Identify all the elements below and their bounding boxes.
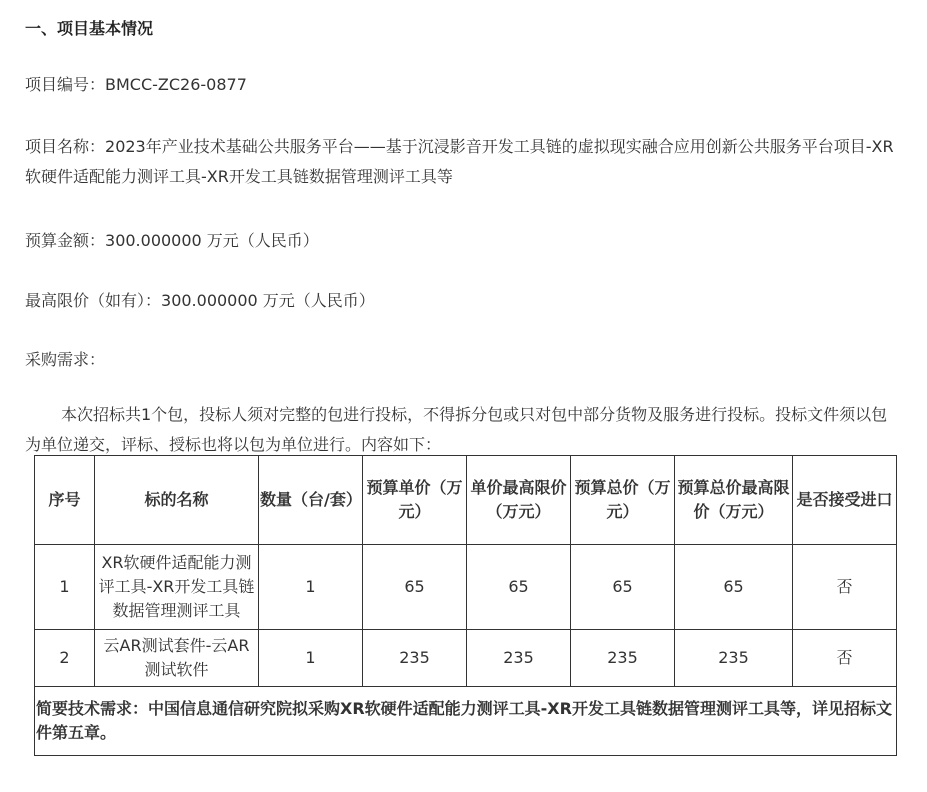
header-cell: 序号 [35, 456, 95, 545]
table-cell: 235 [363, 630, 467, 687]
table-cell: 云AR测试套件-云AR测试软件 [95, 630, 259, 687]
project-number-label: 项目编号： [25, 75, 106, 94]
table-cell: 1 [259, 545, 363, 630]
table-cell: 235 [675, 630, 793, 687]
table-summary-row [35, 687, 897, 756]
header-cell: 是否接受进口 [793, 456, 897, 545]
table-header-row [35, 456, 897, 545]
table-cell: 65 [363, 545, 467, 630]
table-cell: 65 [571, 545, 675, 630]
header-cell: 单价最高限价（万元） [467, 456, 571, 545]
table-cell: XR软硬件适配能力测评工具-XR开发工具链数据管理测评工具 [95, 545, 259, 630]
procurement-table [34, 455, 897, 756]
table-row [35, 630, 897, 687]
header-cell: 预算单价（万元） [363, 456, 467, 545]
table-row [35, 545, 897, 630]
budget-line [25, 226, 319, 256]
table-cell: 否 [793, 630, 897, 687]
header-cell: 数量（台/套） [259, 456, 363, 545]
project-number-line [25, 70, 247, 100]
project-name-line [25, 132, 905, 192]
table-cell: 1 [259, 630, 363, 687]
technical-summary: 简要技术需求：中国信息通信研究院拟采购XR软硬件适配能力测评工具-XR开发工具链数据管理测评工具等，详见招标文件第五章。 [35, 687, 897, 756]
table-cell: 否 [793, 545, 897, 630]
project-number-value: BMCC-ZC26-0877 [105, 75, 247, 94]
max-price-label: 最高限价（如有）： [25, 291, 162, 310]
max-price-line [25, 286, 375, 316]
table-cell: 65 [675, 545, 793, 630]
procurement-label: 采购需求： [25, 350, 106, 369]
budget-label: 预算金额： [25, 231, 106, 250]
header-cell: 标的名称 [95, 456, 259, 545]
header-cell: 预算总价最高限价（万元） [675, 456, 793, 545]
table-cell: 2 [35, 630, 95, 687]
budget-value: 300.000000 万元（人民币） [105, 231, 319, 250]
procurement-description: 本次招标共1个包，投标人须对完整的包进行投标，不得拆分包或只对包中部分货物及服务进行投标。投标文件须以包为单位递交，评标、授标也将以包为单位进行。内容如下： [25, 405, 888, 454]
section-heading: 一、项目基本情况 [25, 19, 154, 38]
project-name-label: 项目名称： [25, 137, 106, 156]
project-name-value: 2023年产业技术基础公共服务平台——基于沉浸影音开发工具链的虚拟现实融合应用创新公共服务平台项目-XR软硬件适配能力测评工具-XR开发工具链数据管理测评工具等 [25, 137, 894, 186]
header-cell: 预算总价（万元） [571, 456, 675, 545]
table-cell: 235 [467, 630, 571, 687]
table-cell: 65 [467, 545, 571, 630]
table-cell: 1 [35, 545, 95, 630]
max-price-value: 300.000000 万元（人民币） [161, 291, 375, 310]
table-cell: 235 [571, 630, 675, 687]
